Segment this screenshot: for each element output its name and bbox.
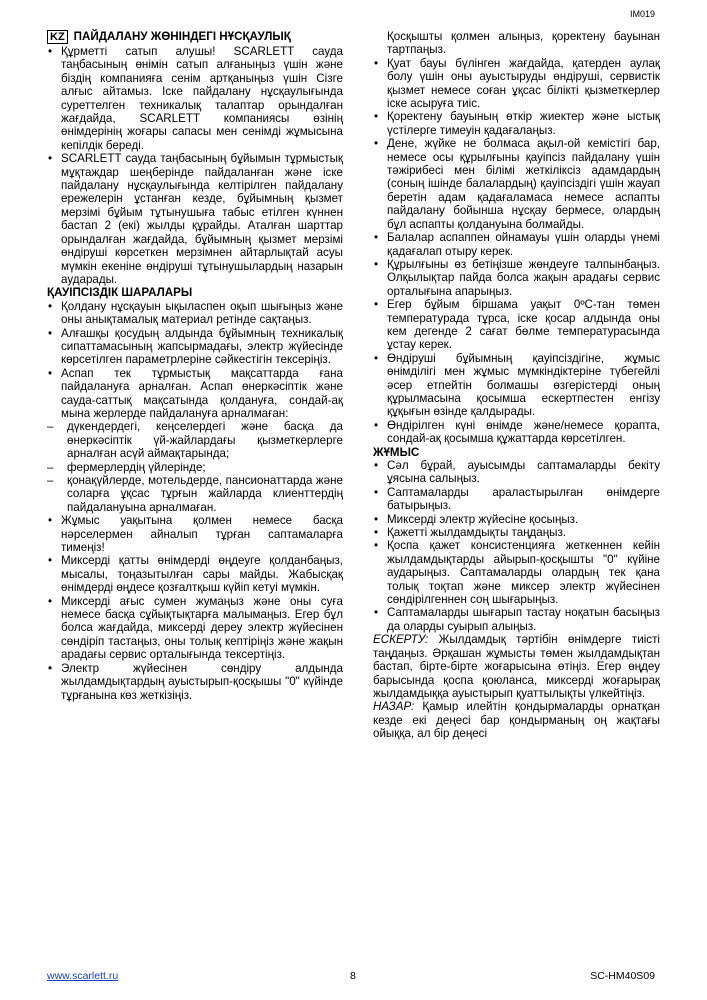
list-item: • Саптамаларды шығарып тастау ноқатын басыңыз да оларды суырып алыңыз. [373,606,660,633]
list-item: • Қуат бауы бүлінген жағдайда, қатерден аулақ болу үшін оны ауыстыруды өндіруші, сервистік қызмет немесе соған ұқсас білікті қызметкерлер іске асыруға тиіс. [373,57,660,111]
list-item: • Өндірілген күні өнімде және/немесе қорапта, сондай-ақ қосымша құжаттарда көрсетілген. [373,419,660,446]
list-item-continuation: Қосқышты қолмен алыңыз, қоректену бауынан тартпаңыз. [387,30,660,57]
list-item: • Құрметті сатып алушы! SCARLETT сауда таңбасының өнімін сатып алғаныңыз үшін және біздің компанияға сенім артқаныңыз үшін Сізге алғыс айтамыз. Іске пайдалану нұсқаулығында суреттелген техникалық талаптар орындалған жағдайда, SCARLETT компаниясы өзінің өнімдерінің жоғары сапасы мен сенімді жұмысына кепілдік береді. [47,45,343,152]
safety-heading: ҚАУІПСІЗДІК ШАРАЛАРЫ [47,286,193,300]
header-model-code: IM019 [629,9,655,19]
list-item: • Балалар аспаппен ойнамауы үшін оларды үнемі қадағалап отыру керек. [373,231,660,258]
list-item: • Қолдану нұсқауын ықыласпен оқып шығыңыз және оны анықтамалық материал ретінде сақтаңыз. [47,300,343,327]
list-item: • Миксерді электр жүйесіне қосыңыз. [373,513,660,526]
website-link[interactable]: www.scarlett.ru [47,970,119,982]
dash-item: – қонақүйлерде, мотельдерде, пансионаттарда және соларға ұқсас тұрғын жайларда клиенттердің пайдалануына арналмаған. [47,474,343,514]
note-label: ЕСКЕРТУ: [373,633,429,647]
attention-label: НАЗАР: [373,700,415,714]
list-item: • SCARLETT сауда таңбасының бұйымын тұрмыстық мұқтаждар шеңберінде пайдаланған және іске пайдалану нұсқаулығында келтірілген пайдалану ережелерін ұстанған кезде, бұйымның қызмет мерзімі бұйым тұтынушыға табыс етілген күннен бастап 2 (екі) жылды құрайды. Аталған шарттар орындалған жағдайда, бұйымның қызмет мерзімі өндіруші көрсеткен мерзімнен айтарлықтай асуы мүмкін екеніне өндіруші тұтынушылардың назарын аударады. [47,152,343,286]
left-column [47,30,343,702]
list-item: • Электр жүйесінен сөндіру алдында жылдамдықтардың ауыстырып-қосқышы "0" күйінде тұрғанына көз жеткізіңіз. [47,662,343,702]
list-item: • Миксерді ағыс сумен жумаңыз және оны суға немесе басқа сұйықтықтарға малымаңыз. Егер бұл болса жағдайда, миксерді дереу электр жүйесінен сөндіріп тастаңыз, оны толық кептіріңіз және жақын арадағы сервис орталығында тексертіңіз. [47,595,343,662]
list-item: • Қоспа қажет консистенцияға жеткеннен кейін жылдамдықтарды айырып-қосқышты "0" күйіне аударыңыз. Саптамаларды олардың тек қана толық тоқтап және миксер электр жүйесінен сөндірілгеннен соң шығарыңыз. [373,539,660,606]
list-item: • Алғашқы қосудың алдында бұйымның техникалық сипаттамасының жапсырмадағы, электр жүйесінде көрсетілген параметрлеріне сәйкестігін тексеріңіз. [47,327,343,367]
list-item: • Аспап тек тұрмыстық мақсаттарда ғана пайдалануға арналған. Аспап өнеркәсіптік және сауда-саттық мақсатында қолдануға, сондай-ақ мына жерлерде пайдалануға арналмаған: [47,367,343,421]
model-number: SC-HM40S09 [590,970,655,982]
intro-list [47,45,343,286]
page-number: 8 [350,970,356,982]
language-badge: KZ [47,30,68,44]
list-item: • Құрылғыны өз бетіңізше жөндеуге талпынбаңыз. Олқылықтар пайда болса жақын арадағы сервис орталығына апарыңыз. [373,258,660,298]
list-item: • Егер бұйым біршама уақыт 0ºС-тан төмен температурада тұрса, іске қосар алдында оны кем дегенде 2 сағат бөлме температурасында ұстау керек. [373,298,660,352]
list-item: • Жұмыс уақытына қолмен немесе басқа нәрселермен айналып тұрған саптамаларға тимеңіз! [47,514,343,554]
work-heading: ЖҰМЫС [373,445,420,459]
list-item: • Қоректену бауының өткір жиектер және ыстық үстілерге тимеуін қадағалаңыз. [373,110,660,137]
right-column [373,30,660,741]
list-item: • Миксерді қатты өнімдерді өңдеуге қолданбаңыз, мысалы, тоңазытылған сары майды. Жабысқақ өнімдерді өңдесе қозғалтқыш күйіп кетуі мүмкін. [47,554,343,594]
safety-list-continued [373,30,660,446]
note-paragraph [373,633,660,700]
list-item: • Сәл бұрай, ауысымды саптамаларды бекіту ұясына салыңыз. [373,459,660,486]
list-item: • Қажетті жылдамдықты таңдаңыз. [373,526,660,539]
attention-paragraph [373,700,660,740]
work-list [373,459,660,633]
section-title [47,30,343,44]
list-item: • Дене, жүйке не болмаса ақыл-ой кемістігі бар, немесе осы құрылғыны қауіпсіз пайдалану үшін тәжірибесі мен білімі жеткіліксіз адамдардың (соның ішінде балалардың) қауіпсіздігі үшін жауап беретін адам қадағаламаса немесе аспапты пайдалану бойынша нұсқау бермесе, олардың бұл аспапты қолдануына болмайды. [373,137,660,231]
note-text: Жылдамдық тәртібін өнімдерге тиісті таңдаңыз. Әрқашан жұмысты төмен жылдамдықтан бастап, бірте-бірте жоғарысына өтіңіз. Егер өңдеу барысында қоспа қоюланса, миксерді жоғарырақ жылдамдыққа ауыстырып қуаттылықты үлкейтіңіз. [373,633,660,700]
safety-list [47,300,343,702]
attention-text: Қамыр илейтін қондырмаларды орнатқан кезде екі деңесі бар қондырманың оң жақтағы ойыққа, ал бір деңесі [373,700,660,741]
page-title: ПАЙДАЛАНУ ЖӨНІНДЕГІ НҰСҚАУЛЫҚ [73,30,291,44]
list-item: • Өндіруші бұйымның қауіпсіздігіне, жұмыс өнімділігі мен жұмыс мүмкіндіктеріне түбегейлі әсер етпейтін болмашы өзгерістерді оның құрылмасына қосымша ескертпестен енгізу құқығын өзінде қалдырады. [373,352,660,419]
dash-item: – дүкендердегі, кеңселердегі және басқа да өнеркәсіптік үй-жайлардағы қызметкерлерге арналған асүй аймақтарында; [47,420,343,460]
dash-item: – фермерлердің үйлерінде; [47,461,343,474]
list-item: • Саптамаларды араластырылған өнімдерге батырыңыз. [373,486,660,513]
